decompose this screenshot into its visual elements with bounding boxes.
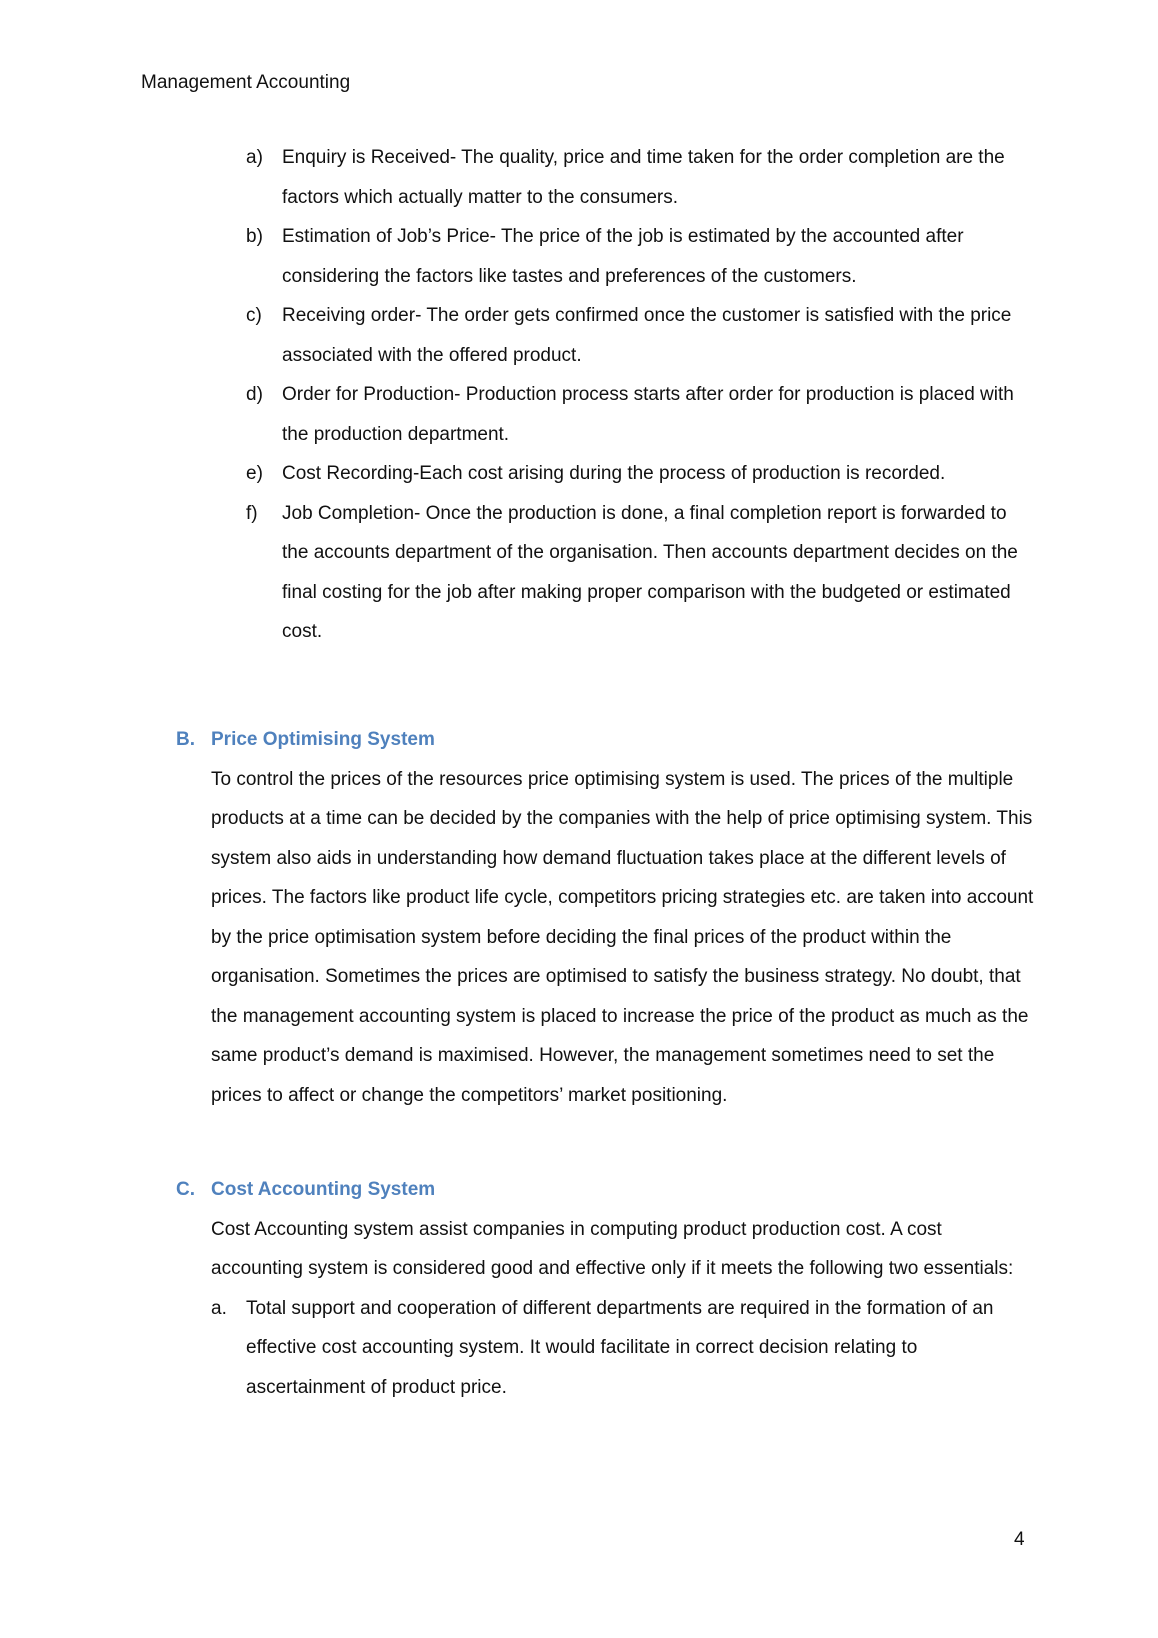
list-item bbox=[246, 494, 1036, 652]
list-item-text: Order for Production- Production process starts after order for production is placed with the production department. bbox=[282, 384, 1014, 445]
section-body: Cost Accounting system assist companies in computing product production cost. A cost accounting system is considered good and effective only if it meets the following two essentials: bbox=[211, 1218, 1014, 1279]
job-steps-list bbox=[246, 138, 1036, 652]
list-item-text: Cost Recording-Each cost arising during the process of production is recorded. bbox=[282, 463, 946, 484]
list-item bbox=[246, 296, 1036, 375]
list-marker: c) bbox=[246, 305, 262, 326]
list-marker: f) bbox=[246, 502, 258, 524]
section-title: Cost Accounting System bbox=[211, 1179, 436, 1200]
list-item-text: Receiving order- The order gets confirmed once the customer is satisfied with the price associated with the offered product. bbox=[282, 305, 1012, 366]
section-price-optimising bbox=[176, 720, 1036, 1115]
running-header: Management Accounting bbox=[141, 72, 351, 93]
list-item-text: Total support and cooperation of different departments are required in the formation of an effective cost accounting system. It would facilitate in correct decision relating to ascertainment of product price. bbox=[246, 1297, 994, 1398]
section-letter: B. bbox=[176, 729, 195, 750]
list-marker: a. bbox=[211, 1297, 227, 1319]
list-item-text: Estimation of Job’s Price- The price of the job is estimated by the accounted after considering the factors like tastes and preferences of the customers. bbox=[282, 226, 964, 287]
list-item-text: Job Completion- Once the production is done, a final completion report is forwarded to the accounts department of the organisation. Then accounts department decides on the final costing for the job after making proper comparison with the budgeted or estimated cost. bbox=[282, 502, 1018, 642]
section-heading bbox=[176, 1170, 1036, 1210]
list-item bbox=[211, 1289, 1036, 1408]
list-item bbox=[246, 217, 1036, 296]
list-marker: d) bbox=[246, 384, 263, 405]
list-marker: a) bbox=[246, 147, 263, 168]
list-item bbox=[246, 375, 1036, 454]
section-body: To control the prices of the resources price optimising system is used. The prices of the multiple products at a time can be decided by the companies with the help of price optimising system. This system also aids in understanding how demand fluctuation takes place at the different levels of prices. The factors like product life cycle, competitors pricing strategies etc. are taken into account by the price optimisation system before deciding the final prices of the product within the organisation. Sometimes the prices are optimised to satisfy the business strategy. No doubt, that the management accounting system is placed to increase the price of the product as much as the same product’s demand is maximised. However, the management sometimes need to set the prices to affect or change the competitors’ market positioning. bbox=[211, 768, 1034, 1106]
list-marker: b) bbox=[246, 226, 263, 247]
list-item-text: Enquiry is Received- The quality, price and time taken for the order completion are the factors which actually matter to the consumers. bbox=[282, 147, 1005, 208]
list-item bbox=[246, 138, 1036, 217]
list-item bbox=[246, 454, 1036, 494]
section-title: Price Optimising System bbox=[211, 729, 435, 750]
section-letter: C. bbox=[176, 1179, 195, 1200]
section-cost-accounting bbox=[176, 1170, 1036, 1407]
section-heading bbox=[176, 720, 1036, 760]
essentials-list bbox=[211, 1289, 1036, 1408]
list-marker: e) bbox=[246, 463, 263, 484]
page-number: 4 bbox=[1014, 1529, 1025, 1550]
